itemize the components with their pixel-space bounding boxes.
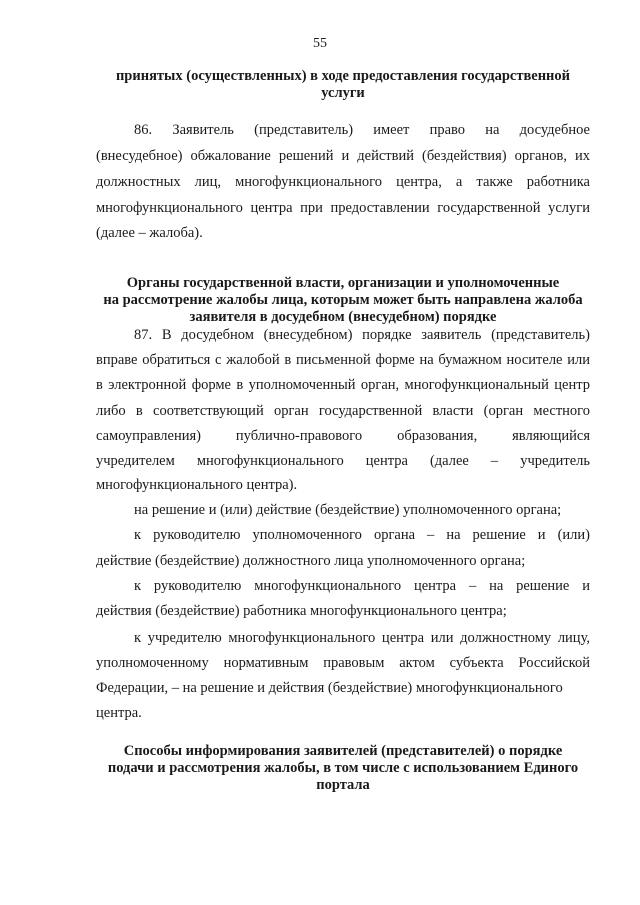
paragraph-line: (внесудебное) обжалование решений и действий (бездействия) органов, их <box>96 148 590 164</box>
section-heading-line: на рассмотрение жалобы лица, которым может быть направлена жалоба <box>103 292 583 308</box>
list-item: на решение и (или) действие (бездействие) уполномоченного органа; <box>134 502 562 518</box>
list-item: центра. <box>96 705 142 721</box>
list-item: уполномоченному нормативным правовым актом субъекта Российской <box>96 655 590 671</box>
list-item: к руководителю многофункционального центра – на решение и <box>134 578 590 594</box>
list-item: действие (бездействие) должностного лица уполномоченного органа; <box>96 553 526 569</box>
list-item: действия (бездействие) работника многофункционального центра; <box>96 603 507 619</box>
paragraph-line: 86. Заявитель (представитель) имеет право на досудебное <box>134 122 590 138</box>
paragraph-line: учредителем многофункционального центра (далее – учредитель <box>96 453 590 469</box>
section-heading-line: принятых (осуществленных) в ходе предоставления государственной <box>115 68 571 84</box>
section-heading-line: портала <box>316 777 370 793</box>
paragraph-line: (далее – жалоба). <box>96 225 203 241</box>
paragraph-line: 87. В досудебном (внесудебном) порядке заявитель (представитель) <box>134 327 590 343</box>
section-heading-line: Способы информирования заявителей (представителей) о порядке <box>123 743 563 759</box>
paragraph-line: должностных лиц, многофункционального центра, а также работника <box>96 174 590 190</box>
section-heading-line: услуги <box>321 85 365 101</box>
section-heading-line: Органы государственной власти, организации и уполномоченные <box>126 275 560 291</box>
paragraph-line: либо в соответствующий орган государственной власти (орган местного <box>96 403 590 419</box>
list-item: Федерации, – на решение и действия (бездействие) многофункционального <box>96 680 563 696</box>
list-item: к руководителю уполномоченного органа – на решение и (или) <box>134 527 590 543</box>
paragraph-line: в электронной форме в уполномоченный орган, многофункциональный центр <box>96 377 590 393</box>
paragraph-line: многофункционального центра). <box>96 477 298 493</box>
section-heading-line: заявителя в досудебном (внесудебном) порядке <box>189 309 497 325</box>
page-number: 55 <box>313 36 327 51</box>
list-item: к учредителю многофункционального центра или должностному лицу, <box>134 630 590 646</box>
paragraph-line: вправе обратиться с жалобой в письменной форме на бумажном носителе или <box>96 352 590 368</box>
paragraph-line: многофункционального центра при предоставлении государственной услуги <box>96 200 590 216</box>
section-heading-line: подачи и рассмотрения жалобы, в том числе с использованием Единого <box>107 760 579 776</box>
paragraph-line: самоуправления) публично-правового образования, являющийся <box>96 428 590 444</box>
